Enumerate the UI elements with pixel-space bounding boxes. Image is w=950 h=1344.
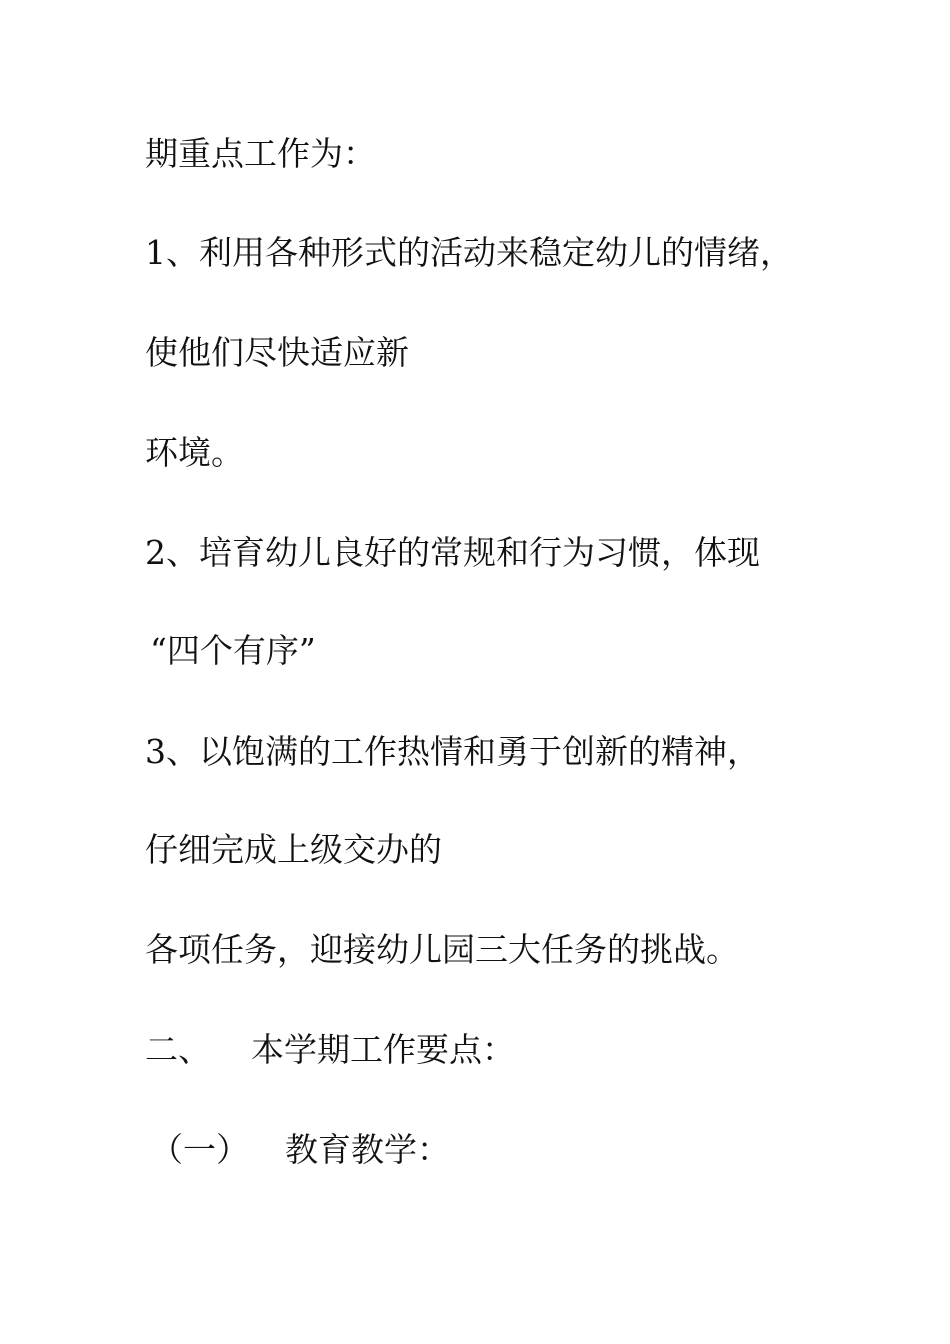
text-line: “四个有序” [150, 631, 316, 670]
text-line: 环境。 [145, 433, 244, 472]
text-line: 仔细完成上级交办的 [145, 830, 442, 869]
subsection-title: 教育教学： [285, 1130, 450, 1169]
list-item-2: 2、培育幼儿良好的常规和行为习惯，体现 [145, 533, 760, 572]
subsection-number: （一） [150, 1130, 249, 1169]
text-line: 期重点工作为： [145, 134, 376, 173]
section-heading [145, 1030, 515, 1070]
list-item-1: 1、利用各种形式的活动来稳定幼儿的情绪， [145, 233, 793, 272]
section-number: 二、 [145, 1030, 211, 1069]
subsection-heading [150, 1130, 450, 1170]
section-title: 本学期工作要点： [251, 1030, 515, 1069]
text-line: 各项任务，迎接幼儿园三大任务的挑战。 [145, 930, 739, 969]
list-item-3: 3、以饱满的工作热情和勇于创新的精神， [145, 732, 760, 771]
text-line: 使他们尽快适应新 [145, 333, 409, 372]
